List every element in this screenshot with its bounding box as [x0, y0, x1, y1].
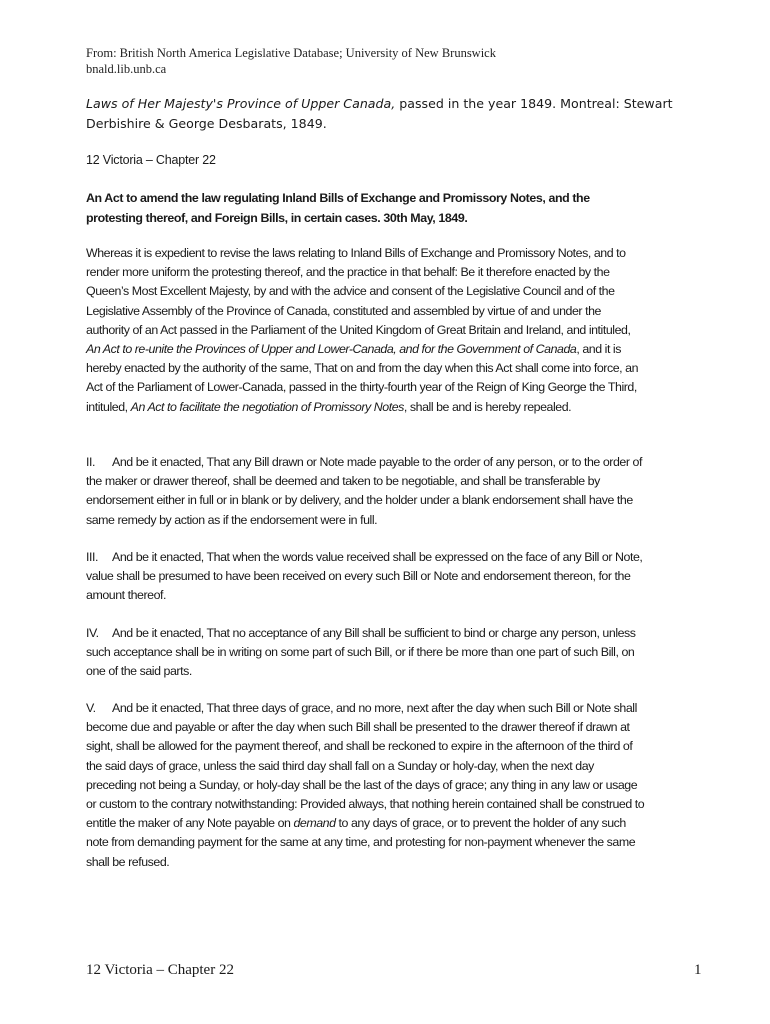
citation-title: Laws of Her Majesty's Province of Upper Canada,	[86, 96, 396, 111]
section-paragraph	[86, 699, 646, 872]
citation-details: passed in the year 1849. Montreal: Stewart Derbishire & George Desbarats, 1849.	[86, 96, 673, 131]
chapter-heading: 12 Victoria – Chapter 22	[86, 153, 216, 167]
section-paragraph	[86, 548, 646, 606]
section-text: And be it enacted, That any Bill drawn or Note made payable to the order of any person, or to the order of the maker or drawer thereof, shall be deemed and taken to be negotiable, and shall be transferable by endorsement either in full or in blank or by delivery, and the holder under a blank endorsement shall have the same remedy by action as if the endorsement were in full.	[86, 455, 642, 527]
preamble-act-title: An Act to re-unite the Provinces of Upper and Lower-Canada, and for the Government of Canada	[86, 342, 577, 357]
footer-chapter: 12 Victoria – Chapter 22	[86, 962, 234, 978]
preamble-act-title: An Act to facilitate the negotiation of Promissory Notes	[130, 399, 404, 414]
preamble-paragraph	[86, 244, 646, 417]
section-text: And be it enacted, That three days of grace, and no more, next after the day when such Bill or Note shall become due and payable or after the day when such Bill shall be presented to the drawer thereof if drawn at sight, shall be allowed for the payment thereof, and shall be reckoned to expire in the afternoon of the third of the said days of grace, unless the said third day shall fall on a Sunday or holy-day, when the next day preceding not being a Sunday, or holy-day shall be the last of the days of grace; any thing in any law or usage or custom to the contrary notwithstanding: Provided always, that nothing herein contained shall be construed to entitle the maker of any Note payable on	[86, 701, 645, 831]
section-number: II.	[86, 455, 95, 469]
act-title: An Act to amend the law regulating Inland Bills of Exchange and Promissory Notes, and the protesting thereof, and Foreign Bills, in certain cases. 30th May, 1849.	[86, 191, 590, 225]
preamble-text: Whereas it is expedient to revise the laws relating to Inland Bills of Exchange and Promissory Notes, and to render more uniform the protesting thereof, and the practice in that behalf: Be it therefore enacted by the Queen’s Most Excellent Majesty, by and with the advice and consent of the Legislative Council and of the Legislative Assembly of the Province of Canada, constituted and assembled by virtue of and under the authority of an Act passed in the Parliament of the United Kingdom of Great Britain and Ireland, and intituled,	[86, 246, 631, 337]
page-number: 1	[694, 962, 702, 978]
section-number: V.	[86, 701, 96, 715]
source-header	[86, 45, 726, 77]
section-number: III.	[86, 550, 98, 564]
source-url: bnald.lib.unb.ca	[86, 62, 167, 76]
citation	[86, 94, 686, 134]
section-text: to any days of grace, or to prevent the holder of any such note from demanding payment for the same at any time, and protesting for non-payment whenever the same shall be refused.	[86, 816, 636, 869]
section-text: And be it enacted, That when the words value received shall be expressed on the face of any Bill or Note, value shall be presumed to have been received on every such Bill or Note and endorsement thereon, for the amount thereof.	[86, 550, 643, 603]
section-number: IV.	[86, 626, 99, 640]
preamble-text: , and it is hereby enacted by the authority of the same, That on and from the day when this Act shall come into force, an Act of the Parliament of Lower-Canada, passed in the thirty-fourth year of the Reign of King George the Third, intituled,	[86, 342, 639, 414]
preamble-text: , shall be and is hereby repealed.	[403, 399, 572, 414]
source-line: From: British North America Legislative Database; University of New Brunswick	[86, 46, 496, 60]
section-emphasis: demand	[293, 816, 336, 831]
section-paragraph	[86, 453, 646, 530]
section-paragraph	[86, 624, 646, 682]
section-text: And be it enacted, That no acceptance of any Bill shall be sufficient to bind or charge any person, unless such acceptance shall be in writing on some part of such Bill, or if there be more than one part of such Bill, on one of the said parts.	[86, 626, 636, 679]
